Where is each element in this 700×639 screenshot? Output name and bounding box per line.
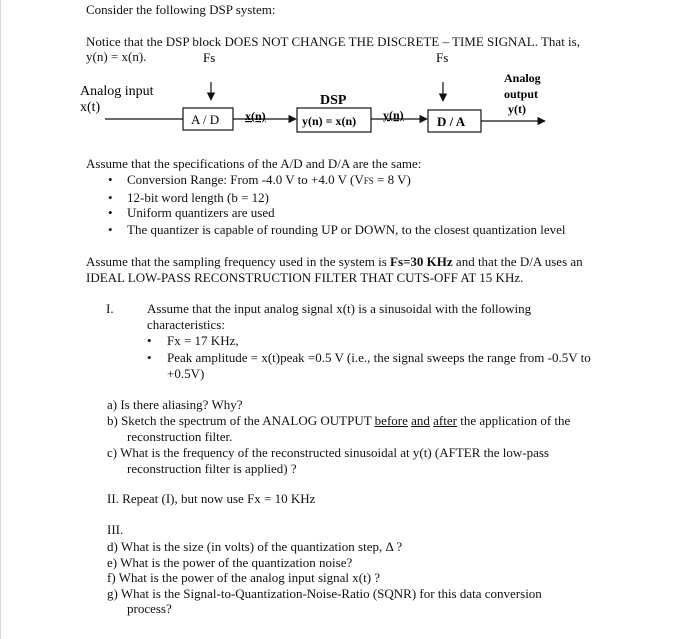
dsp-system-diagram (0, 0, 700, 150)
part1-bullet2-line1: Peak amplitude = x(t)peak =0.5 V (i.e., the signal sweeps the range from -0.5V to (167, 350, 591, 365)
part3-numeral: III. (107, 522, 124, 537)
dsp-title: DSP (320, 93, 347, 108)
part1-bullet1: Fx = 17 KHz, (167, 333, 239, 348)
xn-label: x(n) (245, 109, 266, 123)
analog-input-label: Analog input (80, 84, 154, 99)
question-b-before: before (374, 413, 408, 428)
sampling-frequency: Fs=30 KHz (390, 254, 453, 269)
question-d: d) What is the size (in volts) of the quantization step, Δ ? (107, 539, 403, 554)
question-f: f) What is the power of the analog input signal x(t) ? (107, 570, 381, 585)
intro-notice-line2: y(n) = x(n). (86, 49, 147, 64)
bullet-icon: • (108, 190, 113, 205)
question-g-line1: g) What is the Signal-to-Quantization-Noise-Ratio (SQNR) for this data conversion (107, 586, 542, 601)
question-c-line1: c) What is the frequency of the reconstructed sinusoidal at y(t) (AFTER the low-pass (107, 445, 549, 460)
sampling-line1 (86, 254, 583, 269)
question-a: a) Is there aliasing? Why? (107, 397, 243, 412)
part1-bullet2-line2: +0.5V) (167, 366, 205, 381)
bullet-icon: • (147, 350, 152, 365)
y-t-label: y(t) (508, 102, 526, 116)
fs-right-label: Fs (436, 50, 449, 65)
bullet-icon: • (108, 172, 113, 187)
x-t-label: x(t) (80, 100, 101, 115)
spec-item-4: The quantizer is capable of rounding UP or DOWN, to the closest quantization level (127, 222, 566, 237)
question-b-text: b) Sketch the spectrum of the ANALOG OUTPUT (107, 413, 375, 428)
part1-line2: characteristics: (147, 317, 225, 332)
question-b-line2: reconstruction filter. (127, 429, 233, 444)
analog-output-label-2: output (504, 87, 539, 101)
intro-notice-line1: Notice that the DSP block DOES NOT CHANGE THE DISCRETE – TIME SIGNAL. That is, (86, 34, 580, 49)
question-b-after: after (433, 413, 457, 428)
question-e: e) What is the power of the quantization noise? (107, 555, 353, 570)
intro-consider: Consider the following DSP system: (86, 2, 276, 17)
spec-item-3: Uniform quantizers are used (127, 205, 275, 220)
bullet-icon: • (147, 333, 152, 348)
da-label: D / A (437, 114, 466, 129)
bullet-icon: • (108, 205, 113, 220)
spec-item-1 (127, 172, 411, 189)
specs-heading: Assume that the specifications of the A/D and D/A are the same: (86, 156, 422, 171)
dsp-equation: y(n) = x(n) (302, 114, 357, 128)
question-b-and: and (411, 413, 430, 428)
part2-text: II. Repeat (I), but now use Fx = 10 KHz (107, 491, 316, 506)
ad-label: A / D (191, 112, 220, 127)
fs-left-label: Fs (203, 50, 216, 65)
question-g-line2: process? (127, 601, 172, 616)
sampling-line1-tail: and that the D/A uses an (452, 254, 583, 269)
spec-item-1-tail: = 8 V) (373, 172, 411, 187)
question-b-tail: the application of the (456, 413, 571, 428)
spec-item-1-text: Conversion Range: From -4.0 V to +4.0 V (V (127, 172, 364, 187)
question-b (107, 413, 570, 428)
question-c-line2: reconstruction filter is applied) ? (127, 461, 297, 476)
analog-output-label-1: Analog (504, 71, 541, 85)
part1-numeral: I. (106, 301, 114, 316)
spec-item-2: 12-bit word length (b = 12) (127, 190, 270, 205)
part1-line1: Assume that the input analog signal x(t) is a sinusoidal with the following (147, 301, 532, 316)
yn-label: y(n) (383, 108, 404, 122)
sampling-line2: IDEAL LOW-PASS RECONSTRUCTION FILTER THAT CUTS-OFF AT 15 KHz. (86, 270, 524, 285)
bullet-icon: • (108, 222, 113, 237)
spec-item-1-subscript: FS (363, 176, 374, 186)
sampling-line1-text: Assume that the sampling frequency used in the system is (86, 254, 391, 269)
